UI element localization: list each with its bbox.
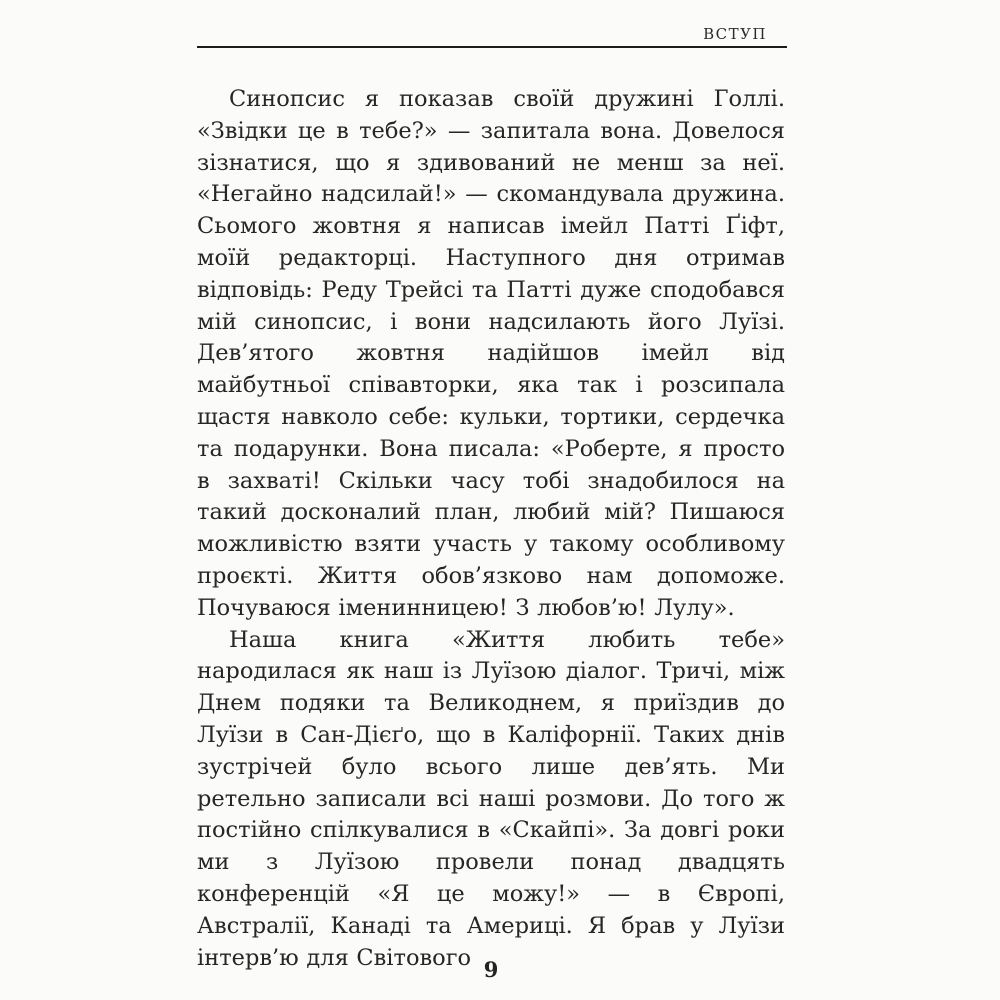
- paragraph-1: Синопсис я показав своїй дружині Голлі. «Звідки це в тебе?» — запитала вона. Довелося зізнатися, що я здивований не менш за неї. «Негайно надсилай!» — скомандувала дружина. Сьомого жовтня я написав імейл Патті Ґіфт, моїй редакторці. Наступного дня отримав відповідь: Реду Трейсі та Патті дуже сподобався мій синопсис, і вони надсилають його Луїзі. Дев’ятого жовтня надійшов імейл від майбутньої співавторки, яка так і розсипала щастя навколо себе: кульки, тортики, сердечка та подарунки. Вона писала: «Роберте, я просто в захваті! Скільки часу тобі знадобилося на такий досконалий план, любий мій? Пишаюся можливістю взяти участь у такому особливому проєкті. Життя обов’язково нам допоможе. Почуваюся іменинницею! З любов’ю! Лулу».: [197, 86, 785, 621]
- page-number: 9: [483, 957, 499, 982]
- text-block: [197, 84, 785, 974]
- paragraph-2: Наша книга «Життя любить тебе» народилася як наш із Луїзою діалог. Тричі, між Днем подяки та Великоднем, я приїздив до Луїзи в Сан-Дієґо, що в Каліфорнії. Таких днів зустрічей було всього лише дев’ять. Ми ретельно записали всі наші розмови. До того ж постійно спілкувалися в «Скайпі». За довгі роки ми з Луїзою провели понад двадцять конференцій «Я це можу!» — в Європі, Австралії, Канаді та Америці. Я брав у Луїзи інтерв’ю для Світового: [197, 626, 785, 971]
- header-rule: [197, 46, 787, 48]
- page-header: [197, 24, 785, 43]
- running-header: ВСТУП: [703, 25, 767, 43]
- page-footer: [197, 957, 785, 982]
